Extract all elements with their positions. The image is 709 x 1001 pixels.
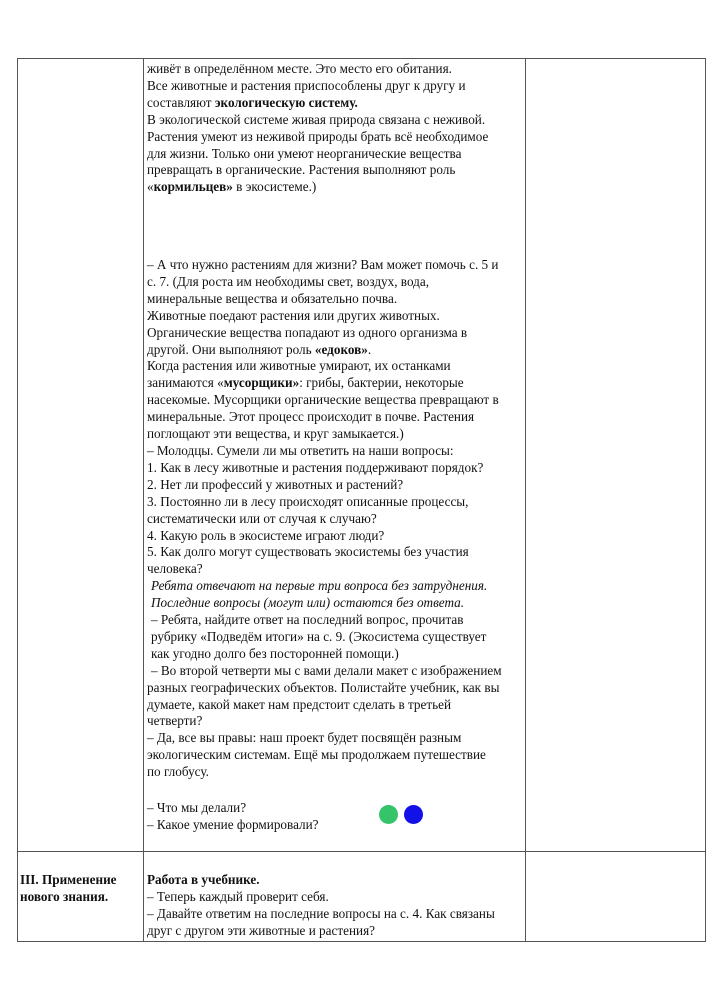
text-line bbox=[147, 544, 522, 561]
text-run: составляют bbox=[147, 94, 215, 110]
text-run: человека? bbox=[147, 561, 203, 577]
text-run: – Что мы делали? bbox=[147, 800, 247, 815]
text-run: – Давайте ответим на последние вопросы на с. 4. Как связаны bbox=[147, 905, 495, 921]
text-run: 3. Постоянно ли в лесу происходят описанные процессы, bbox=[147, 493, 469, 509]
text-line bbox=[147, 697, 522, 714]
text-line bbox=[147, 747, 522, 764]
green-circle-icon bbox=[379, 805, 398, 824]
text-line bbox=[147, 800, 522, 817]
text-run: превращать в органические. Растения выполняют роль bbox=[147, 162, 456, 178]
text-run: . bbox=[367, 341, 372, 357]
text-line bbox=[147, 375, 522, 392]
text-line bbox=[147, 179, 522, 196]
text-line bbox=[147, 443, 522, 460]
text-run: 1. Как в лесу животные и растения поддерживают порядок? bbox=[147, 459, 484, 475]
text-run: мусорщики» bbox=[223, 375, 300, 391]
text-line bbox=[147, 477, 522, 494]
text-run: по глобусу. bbox=[147, 764, 209, 780]
text-line bbox=[147, 257, 522, 274]
text-line bbox=[147, 889, 522, 906]
column-divider-right bbox=[525, 58, 526, 942]
text-run: Растения умеют из неживой природы брать всё необходимое bbox=[147, 128, 489, 144]
text-line bbox=[147, 511, 522, 528]
text-line bbox=[147, 112, 522, 129]
text-run: 2. Нет ли профессий у животных и растений? bbox=[147, 476, 404, 492]
text-run: : грибы, бактерии, некоторые bbox=[299, 375, 464, 391]
text-run: – Молодцы. Сумели ли мы ответить на наши вопросы: bbox=[147, 442, 454, 458]
text-run: поглощают эти вещества, и круг замыкается.) bbox=[147, 426, 404, 442]
text-line bbox=[147, 342, 522, 359]
text-run: в экосистеме.) bbox=[232, 179, 317, 195]
text-run: друг с другом эти животные и растения? bbox=[147, 922, 376, 938]
text-line bbox=[147, 426, 522, 443]
text-line bbox=[147, 817, 522, 834]
text-line bbox=[147, 872, 522, 889]
text-run: Последние вопросы (могут или) остаются без ответа. bbox=[151, 595, 465, 611]
lesson-text-block-2 bbox=[147, 257, 522, 781]
text-line bbox=[147, 129, 522, 146]
text-run: Ребята отвечают на первые три вопроса без затруднения. bbox=[151, 578, 488, 594]
text-line bbox=[147, 561, 522, 578]
text-run: Все животные и растения приспособлены друг к другу и bbox=[147, 77, 466, 93]
text-run: В экологической системе живая природа связана с неживой. bbox=[147, 111, 486, 127]
text-run: систематически или от случая к случаю? bbox=[147, 510, 377, 526]
text-line bbox=[147, 578, 522, 595]
text-run: другой. Они выполняют роль bbox=[147, 341, 315, 357]
table-top-border bbox=[17, 58, 705, 59]
lesson-text-block-4 bbox=[147, 872, 522, 940]
text-line bbox=[147, 730, 522, 747]
text-run: минеральные. Этот процесс происходит в почве. Растения bbox=[147, 409, 475, 425]
stage-label-line-1: III. Применение bbox=[20, 872, 117, 887]
text-line bbox=[147, 646, 522, 663]
text-line bbox=[147, 61, 522, 78]
text-run: – А что нужно растениям для жизни? Вам может помочь с. 5 и bbox=[147, 257, 499, 272]
text-run: – Во второй четверти мы с вами делали макет с изображением bbox=[151, 662, 502, 678]
text-run: экологическую систему. bbox=[214, 94, 358, 110]
text-line bbox=[147, 595, 522, 612]
lesson-text-block-1 bbox=[147, 61, 522, 196]
text-run: – Ребята, найдите ответ на последний вопрос, прочитав bbox=[151, 612, 464, 628]
text-line bbox=[147, 274, 522, 291]
text-line bbox=[147, 78, 522, 95]
text-run: как угодно долго без посторонней помощи.) bbox=[151, 645, 399, 661]
text-line bbox=[147, 680, 522, 697]
text-line bbox=[147, 494, 522, 511]
text-run: кормильцев» bbox=[153, 179, 233, 195]
text-line bbox=[147, 409, 522, 426]
text-line bbox=[147, 663, 522, 680]
table-bottom-border bbox=[17, 941, 705, 942]
text-run: минеральные вещества и обязательно почва. bbox=[147, 290, 398, 306]
text-run: – Теперь каждый проверит себя. bbox=[147, 888, 329, 904]
stage-label-line-2: нового знания. bbox=[20, 888, 109, 904]
text-run: разных географических объектов. Полистайте учебник, как вы bbox=[147, 679, 500, 695]
text-line bbox=[147, 146, 522, 163]
text-run: – Да, все вы правы: наш проект будет посвящён разным bbox=[147, 730, 462, 746]
text-line bbox=[147, 358, 522, 375]
blue-circle-icon bbox=[404, 805, 423, 824]
text-line bbox=[147, 308, 522, 325]
text-line bbox=[147, 392, 522, 409]
text-line bbox=[147, 325, 522, 342]
text-line bbox=[147, 162, 522, 179]
text-line bbox=[147, 528, 522, 545]
text-line bbox=[147, 612, 522, 629]
stage-label bbox=[20, 872, 146, 906]
text-line bbox=[147, 629, 522, 646]
text-run: экологическим системам. Ещё мы продолжаем путешествие bbox=[147, 747, 486, 763]
text-line bbox=[147, 923, 522, 940]
lesson-text-block-3 bbox=[147, 800, 522, 834]
text-run: четверти? bbox=[147, 713, 203, 729]
text-run: Животные поедают растения или других животных. bbox=[147, 307, 440, 323]
text-run: для жизни. Только они умеют неорганические вещества bbox=[147, 145, 462, 161]
column-divider-left bbox=[143, 58, 144, 942]
text-line bbox=[147, 713, 522, 730]
text-run: Органические вещества попадают из одного организма в bbox=[147, 324, 468, 340]
text-run: думаете, какой макет нам предстоит сделать в третьей bbox=[147, 696, 452, 712]
text-line bbox=[147, 291, 522, 308]
text-run: «едоков» bbox=[314, 341, 368, 357]
text-run: занимаются « bbox=[147, 375, 224, 391]
text-line bbox=[147, 906, 522, 923]
row-divider bbox=[17, 851, 705, 852]
text-run: с. 7. (Для роста им необходимы свет, воздух, вода, bbox=[147, 273, 430, 289]
text-line bbox=[147, 460, 522, 477]
text-run: Работа в учебнике. bbox=[147, 872, 260, 887]
text-run: живёт в определённом месте. Это место его обитания. bbox=[147, 61, 452, 76]
text-run: « bbox=[147, 179, 154, 195]
text-line bbox=[147, 95, 522, 112]
table-left-border bbox=[17, 58, 18, 942]
text-run: насекомые. Мусорщики органические вещества превращают в bbox=[147, 392, 499, 408]
text-run: Когда растения или животные умирают, их останками bbox=[147, 358, 451, 374]
text-run: рубрику «Подведём итоги» на с. 9. (Экосистема существует bbox=[151, 628, 487, 644]
table-right-border bbox=[705, 58, 706, 942]
text-run: 5. Как долго могут существовать экосистемы без участия bbox=[147, 544, 469, 560]
text-line bbox=[147, 764, 522, 781]
text-run: 4. Какую роль в экосистеме играют люди? bbox=[147, 527, 385, 543]
text-run: – Какое умение формировали? bbox=[147, 816, 319, 832]
